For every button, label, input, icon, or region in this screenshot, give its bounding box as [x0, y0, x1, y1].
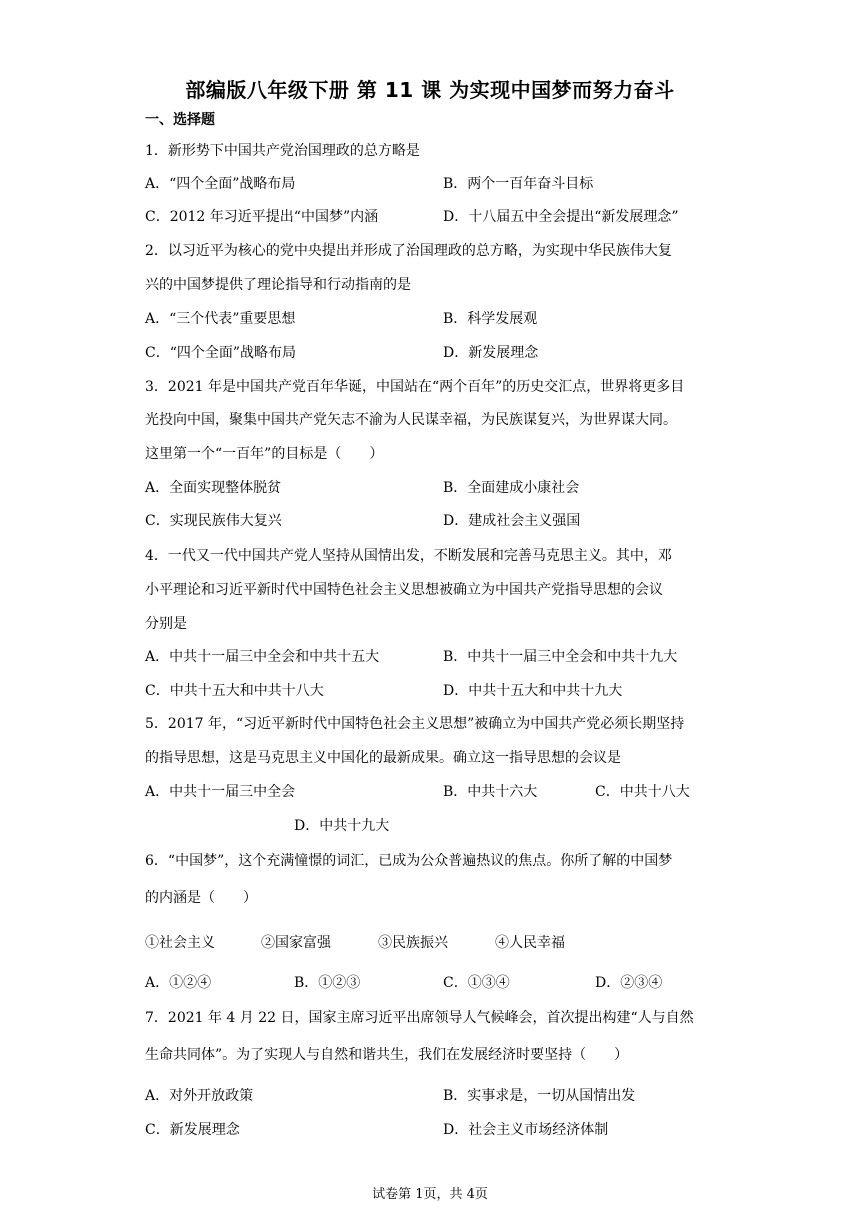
question-4-option-d: D．中共十五大和中共十九大: [443, 683, 623, 699]
question-7-option-a: A．对外开放政策: [145, 1088, 254, 1104]
question-6-option-b: B．①②③: [294, 975, 361, 991]
question-4-option-c: C．中共十五大和中共十八大: [145, 683, 324, 699]
question-5-option-a: A．中共十一届三中全会: [145, 784, 296, 800]
question-7-option-b: B．实事求是，一切从国情出发: [443, 1088, 636, 1104]
question-1-option-d: D．十八届五中全会提出“新发展理念”: [443, 209, 679, 225]
question-1-option-c: C．2012 年习近平提出“中国梦”内涵: [145, 209, 379, 225]
question-2-stem-line-2: 兴的中国梦提供了理论指导和行动指南的是: [145, 277, 411, 293]
question-1-option-a: A．“四个全面”战略布局: [145, 176, 296, 192]
question-3-option-a: A．全面实现整体脱贫: [145, 480, 282, 496]
page-title: 部编版八年级下册 第 11 课 为实现中国梦而努力奋斗: [185, 78, 675, 102]
question-4-option-a: A．中共十一届三中全会和中共十五大: [145, 649, 380, 665]
question-2-option-c: C．“四个全面”战略布局: [145, 345, 297, 361]
question-3-option-d: D．建成社会主义强国: [443, 513, 581, 529]
question-4-stem-line-1: 4．一代又一代中国共产党人坚持从国情出发，不断发展和完善马克思主义。其中，邓: [145, 548, 672, 564]
question-5-stem-line-1: 5．2017 年，“习近平新时代中国特色社会主义思想”被确立为中国共产党必须长期坚持: [145, 716, 685, 732]
question-7-stem-line-1: 7．2021 年 4 月 22 日，国家主席习近平出席领导人气候峰会，首次提出构建“人与自然: [145, 1010, 694, 1026]
page-footer: 试卷第 1页，共 4页: [372, 1187, 488, 1202]
question-2-option-a: A．“三个代表”重要思想: [145, 311, 296, 327]
question-3-stem-line-3: 这里第一个“一百年”的目标是（ ）: [145, 446, 384, 462]
question-6-option-d: D．②③④: [595, 975, 663, 991]
question-5-stem-line-2: 的指导思想，这是马克思主义中国化的最新成果。确立这一指导思想的会议是: [145, 750, 621, 766]
question-3-option-b: B．全面建成小康社会: [443, 480, 580, 496]
question-2-option-d: D．新发展理念: [443, 345, 539, 361]
question-6-item-2: ②国家富强: [261, 935, 331, 951]
question-6-item-3: ③民族振兴: [378, 935, 448, 951]
question-3-stem-line-1: 3．2021 年是中国共产党百年华诞，中国站在“两个百年”的历史交汇点，世界将更多目: [145, 379, 685, 395]
question-7-option-c: C．新发展理念: [145, 1122, 240, 1138]
question-5-option-c: C．中共十八大: [595, 784, 690, 800]
question-5-option-d: D．中共十九大: [294, 818, 390, 834]
question-6-stem-line-1: 6．“中国梦”，这个充满憧憬的词汇，已成为公众普遍热议的焦点。你所了解的中国梦: [145, 853, 673, 869]
question-1-option-b: B．两个一百年奋斗目标: [443, 176, 594, 192]
question-4-option-b: B．中共十一届三中全会和中共十九大: [443, 649, 678, 665]
question-6-item-4: ④人民幸福: [495, 935, 565, 951]
question-4-stem-line-2: 小平理论和习近平新时代中国特色社会主义思想被确立为中国共产党指导思想的会议: [145, 582, 663, 598]
question-7-option-d: D．社会主义市场经济体制: [443, 1122, 609, 1138]
question-1-stem: 1．新形势下中国共产党治国理政的总方略是: [145, 143, 420, 159]
question-6-stem-line-2: 的内涵是（ ）: [145, 890, 257, 906]
question-7-stem-line-2: 生命共同体”。为了实现人与自然和谐共生，我们在发展经济时要坚持（ ）: [145, 1047, 629, 1063]
question-3-stem-line-2: 光投向中国，聚集中国共产党矢志不渝为人民谋幸福，为民族谋复兴，为世界谋大同。: [145, 412, 677, 428]
question-6-item-1: ①社会主义: [145, 935, 215, 951]
question-6-option-a: A．①②④: [145, 975, 212, 991]
question-6-option-c: C．①③④: [443, 975, 510, 991]
question-3-option-c: C．实现民族伟大复兴: [145, 513, 282, 529]
question-2-stem-line-1: 2．以习近平为核心的党中央提出并形成了治国理政的总方略，为实现中华民族伟大复: [145, 243, 672, 259]
section-heading: 一、选择题: [145, 112, 215, 128]
question-4-stem-line-3: 分别是: [145, 616, 187, 632]
question-5-option-b: B．中共十六大: [443, 784, 538, 800]
question-2-option-b: B．科学发展观: [443, 311, 538, 327]
